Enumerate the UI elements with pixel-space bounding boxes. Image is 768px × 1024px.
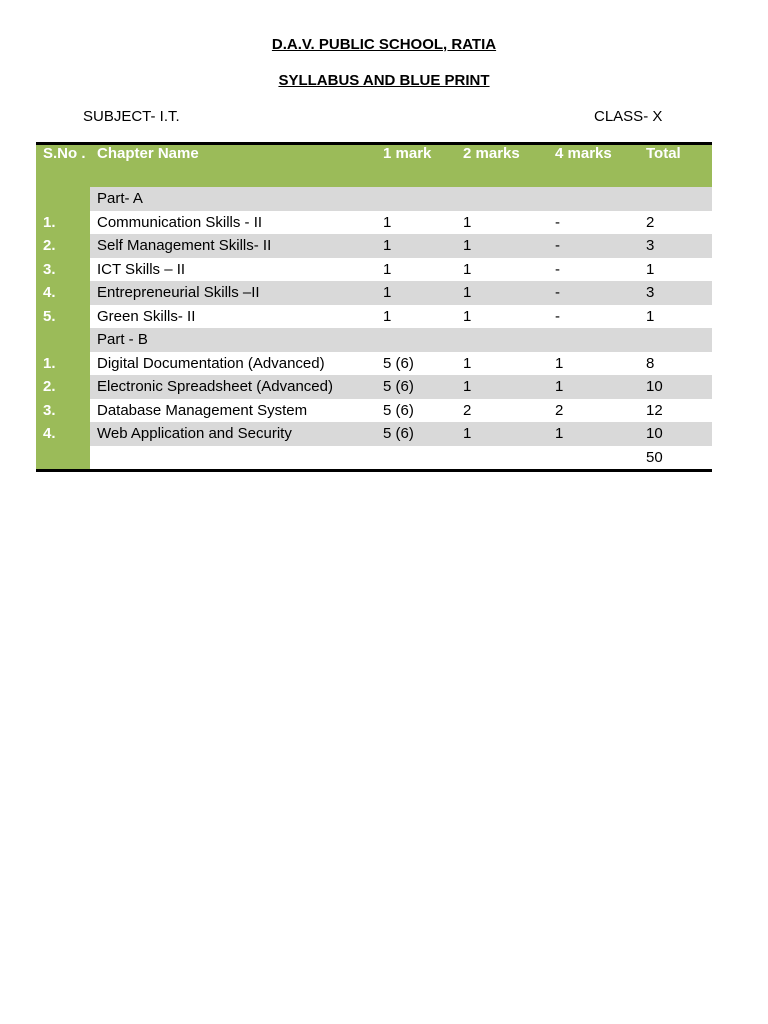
cell-total: 8 — [639, 352, 712, 376]
table-row — [36, 281, 712, 305]
cell-total: 1 — [639, 305, 712, 329]
cell-1-mark — [376, 187, 456, 211]
cell-1-mark: 1 — [376, 258, 456, 282]
cell-2-marks: 1 — [456, 305, 548, 329]
cell-4-marks: - — [548, 211, 639, 235]
cell-1-mark — [376, 328, 456, 352]
table-header-row — [36, 144, 712, 188]
table-row — [36, 258, 712, 282]
cell-total: 10 — [639, 375, 712, 399]
cell-2-marks: 2 — [456, 399, 548, 423]
cell-sno: 4. — [36, 281, 90, 305]
table-row — [36, 305, 712, 329]
cell-sno: 1. — [36, 352, 90, 376]
cell-chapter-name: ICT Skills – II — [90, 258, 376, 282]
cell-1-mark: 5 (6) — [376, 422, 456, 446]
cell-total: 2 — [639, 211, 712, 235]
cell-chapter-name: Self Management Skills- II — [90, 234, 376, 258]
cell-1-mark: 1 — [376, 234, 456, 258]
table-row — [36, 422, 712, 446]
cell-1-mark: 1 — [376, 211, 456, 235]
cell-sno: 2. — [36, 234, 90, 258]
cell-4-marks: 1 — [548, 375, 639, 399]
cell-chapter-name: Communication Skills - II — [90, 211, 376, 235]
cell-sno: 4. — [36, 422, 90, 446]
cell-2-marks: 1 — [456, 234, 548, 258]
cell-1-mark — [376, 446, 456, 471]
cell-chapter-name: Database Management System — [90, 399, 376, 423]
cell-4-marks: 1 — [548, 422, 639, 446]
table-row — [36, 446, 712, 471]
cell-total: 50 — [639, 446, 712, 471]
header-1-mark: 1 mark — [376, 144, 456, 188]
header-2-marks: 2 marks — [456, 144, 548, 188]
cell-total: 3 — [639, 234, 712, 258]
school-title: D.A.V. PUBLIC SCHOOL, RATIA — [271, 36, 497, 53]
blueprint-table — [36, 142, 712, 472]
header-sno: S.No . — [36, 144, 90, 188]
class-label: CLASS- X — [594, 108, 663, 125]
cell-2-marks: 1 — [456, 258, 548, 282]
cell-total: 1 — [639, 258, 712, 282]
table-row — [36, 352, 712, 376]
table-row — [36, 234, 712, 258]
table-row — [36, 399, 712, 423]
cell-chapter-name: Digital Documentation (Advanced) — [90, 352, 376, 376]
cell-4-marks: - — [548, 234, 639, 258]
cell-4-marks — [548, 187, 639, 211]
header-total: Total — [639, 144, 712, 188]
cell-total — [639, 328, 712, 352]
cell-chapter-name: Electronic Spreadsheet (Advanced) — [90, 375, 376, 399]
cell-2-marks: 1 — [456, 352, 548, 376]
cell-total: 10 — [639, 422, 712, 446]
cell-sno: 5. — [36, 305, 90, 329]
cell-2-marks: 1 — [456, 422, 548, 446]
table-row — [36, 211, 712, 235]
header-4-marks: 4 marks — [548, 144, 639, 188]
cell-chapter-name: Part- A — [90, 187, 376, 211]
cell-2-marks: 1 — [456, 281, 548, 305]
cell-sno — [36, 328, 90, 352]
cell-4-marks: 1 — [548, 352, 639, 376]
cell-2-marks: 1 — [456, 211, 548, 235]
cell-4-marks: - — [548, 281, 639, 305]
cell-sno: 2. — [36, 375, 90, 399]
cell-4-marks: - — [548, 305, 639, 329]
cell-total — [639, 187, 712, 211]
cell-1-mark: 5 (6) — [376, 399, 456, 423]
cell-chapter-name: Green Skills- II — [90, 305, 376, 329]
cell-sno: 1. — [36, 211, 90, 235]
cell-sno — [36, 446, 90, 471]
subject-label: SUBJECT- I.T. — [83, 108, 180, 125]
cell-4-marks — [548, 446, 639, 471]
cell-chapter-name: Entrepreneurial Skills –II — [90, 281, 376, 305]
cell-4-marks: 2 — [548, 399, 639, 423]
cell-4-marks — [548, 328, 639, 352]
cell-sno: 3. — [36, 258, 90, 282]
cell-sno: 3. — [36, 399, 90, 423]
cell-4-marks: - — [548, 258, 639, 282]
table-row — [36, 187, 712, 211]
cell-total: 12 — [639, 399, 712, 423]
cell-chapter-name: Part - B — [90, 328, 376, 352]
cell-sno — [36, 187, 90, 211]
cell-1-mark: 5 (6) — [376, 375, 456, 399]
cell-chapter-name — [90, 446, 376, 471]
cell-2-marks — [456, 446, 548, 471]
table-row — [36, 328, 712, 352]
header-chapter-name: Chapter Name — [90, 144, 376, 188]
cell-1-mark: 1 — [376, 281, 456, 305]
cell-1-mark: 1 — [376, 305, 456, 329]
cell-2-marks: 1 — [456, 375, 548, 399]
cell-chapter-name: Web Application and Security — [90, 422, 376, 446]
cell-total: 3 — [639, 281, 712, 305]
cell-2-marks — [456, 328, 548, 352]
cell-2-marks — [456, 187, 548, 211]
table-body — [36, 187, 712, 471]
document-title: SYLLABUS AND BLUE PRINT — [278, 72, 490, 89]
cell-1-mark: 5 (6) — [376, 352, 456, 376]
table-row — [36, 375, 712, 399]
